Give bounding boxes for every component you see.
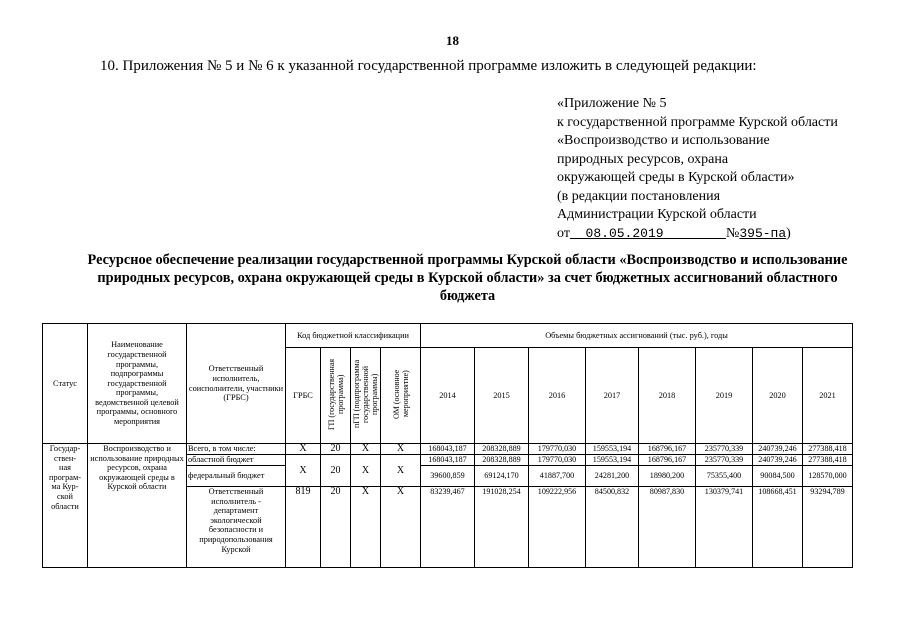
grbs-value: X: [286, 444, 321, 455]
value-cell: 69124,170: [475, 466, 529, 487]
header-code-group: Код бюджетной классификации: [286, 324, 421, 348]
header-pgp-label: пГП (подпрограмма государственной программы): [352, 360, 379, 429]
om-value: X: [381, 487, 421, 568]
value-cell: 159553,194: [586, 444, 639, 455]
value-cell: 208328,889: [475, 455, 529, 466]
annex-line-1: «Приложение № 5: [557, 96, 667, 111]
annex-line-5: окружающей среды в Курской области»: [557, 170, 795, 185]
header-gp: [321, 348, 351, 444]
value-cell: 93294,789: [803, 487, 853, 568]
annex-line-2: к государственной программе Курской области: [557, 114, 838, 130]
header-om: [381, 348, 421, 444]
annex-line-6: (в редакции постановления: [557, 188, 721, 204]
header-year: 2021: [803, 348, 853, 444]
annex-date-line: [557, 225, 838, 244]
pgp-value: X: [351, 487, 381, 568]
status-cell: Государ- ствен- ная програм- ма Кур- ской области: [43, 444, 88, 568]
executor-federal-budget: федеральный бюджет: [187, 466, 286, 487]
grbs-value: X: [286, 455, 321, 487]
value-cell: 24281,200: [586, 466, 639, 487]
intro-paragraph: 10. Приложения № 5 и № 6 к указанной государственной программе изложить в следующей редакции:: [100, 58, 757, 74]
executor-total: Всего, в том числе:: [187, 444, 286, 455]
value-cell: 84500,832: [586, 487, 639, 568]
om-value: X: [381, 444, 421, 455]
annex-from-prefix: от: [557, 225, 570, 241]
value-cell: 39600,859: [421, 466, 475, 487]
header-volumes-group: Объемы бюджетных ассигнований (тыс. руб.), годы: [421, 324, 853, 348]
header-year: 2017: [586, 348, 639, 444]
om-value: X: [381, 455, 421, 487]
value-cell: 277388,418: [803, 455, 853, 466]
grbs-value: 819: [286, 487, 321, 568]
value-cell: 235770,339: [696, 455, 753, 466]
value-cell: 235770,339: [696, 444, 753, 455]
annex-date: 08.05.2019: [585, 225, 664, 241]
executor-responsible: Ответственный исполнитель - департамент экологической безопасности и природопользования Курской: [187, 487, 286, 568]
value-cell: 41887,700: [529, 466, 586, 487]
value-cell: 168043,187: [421, 455, 475, 466]
value-cell: 18980,200: [639, 466, 696, 487]
value-cell: 159553,194: [586, 455, 639, 466]
value-cell: 168043,187: [421, 444, 475, 455]
header-grbs: ГРБС: [286, 348, 321, 444]
value-cell: 168796,167: [639, 444, 696, 455]
value-cell: 240739,246: [753, 455, 803, 466]
header-om-label: ОМ (основное мероприятие): [391, 369, 410, 419]
value-cell: 90084,500: [753, 466, 803, 487]
header-pgp: [351, 348, 381, 444]
header-year: 2016: [529, 348, 586, 444]
value-cell: 168796,167: [639, 455, 696, 466]
value-cell: 179770,030: [529, 444, 586, 455]
annex-line-3: «Воспроизводство и использование: [557, 133, 770, 148]
annex-line-4: природных ресурсов, охрана: [557, 151, 729, 167]
pgp-value: X: [351, 444, 381, 455]
header-name: Наименование государственной программы, подпрограммы государственной программы, ведомственной целевой программы, основного мероприятия: [88, 324, 187, 444]
program-name-cell: Воспроизводство и использование природных ресурсов, охрана окружающей среды в Курской области: [88, 444, 187, 568]
value-cell: 240739,246: [753, 444, 803, 455]
page-number: 18: [446, 33, 459, 48]
header-year: 2015: [475, 348, 529, 444]
pgp-value: X: [351, 455, 381, 487]
value-cell: 191028,254: [475, 487, 529, 568]
value-cell: 83239,467: [421, 487, 475, 568]
annex-line-7: Администрации Курской области: [557, 207, 757, 222]
gp-value: 20: [321, 487, 351, 568]
header-year: 2019: [696, 348, 753, 444]
value-cell: 179770,030: [529, 455, 586, 466]
value-cell: 128570,000: [803, 466, 853, 487]
annex-header: [557, 95, 838, 243]
gp-value: 20: [321, 444, 351, 455]
value-cell: 75355,400: [696, 466, 753, 487]
annex-close: ): [786, 225, 791, 241]
gp-value: 20: [321, 455, 351, 487]
header-year: 2014: [421, 348, 475, 444]
header-year: 2018: [639, 348, 696, 444]
value-cell: 108668,451: [753, 487, 803, 568]
value-cell: 277388,418: [803, 444, 853, 455]
value-cell: 208328,889: [475, 444, 529, 455]
header-year: 2020: [753, 348, 803, 444]
header-gp-label: ГП (государственная программа): [326, 358, 345, 430]
header-executor: Ответственный исполнитель, соисполнители, участники (ГРБС): [187, 324, 286, 444]
annex-number: 395-па: [739, 225, 787, 241]
resource-table: [42, 323, 853, 568]
value-cell: 130379,741: [696, 487, 753, 568]
value-cell: 109222,956: [529, 487, 586, 568]
document-title: Ресурсное обеспечение реализации государственной программы Курской области «Воспроизводство и использование природных ресурсов, охрана окружающей среды в Курской области» за счет бюджетных ассигнований областного бюджета: [87, 252, 848, 304]
annex-num-prefix: №: [725, 225, 740, 241]
executor-regional-budget: областной бюджет: [187, 455, 286, 466]
value-cell: 80987,830: [639, 487, 696, 568]
header-status: Статус: [43, 324, 88, 444]
